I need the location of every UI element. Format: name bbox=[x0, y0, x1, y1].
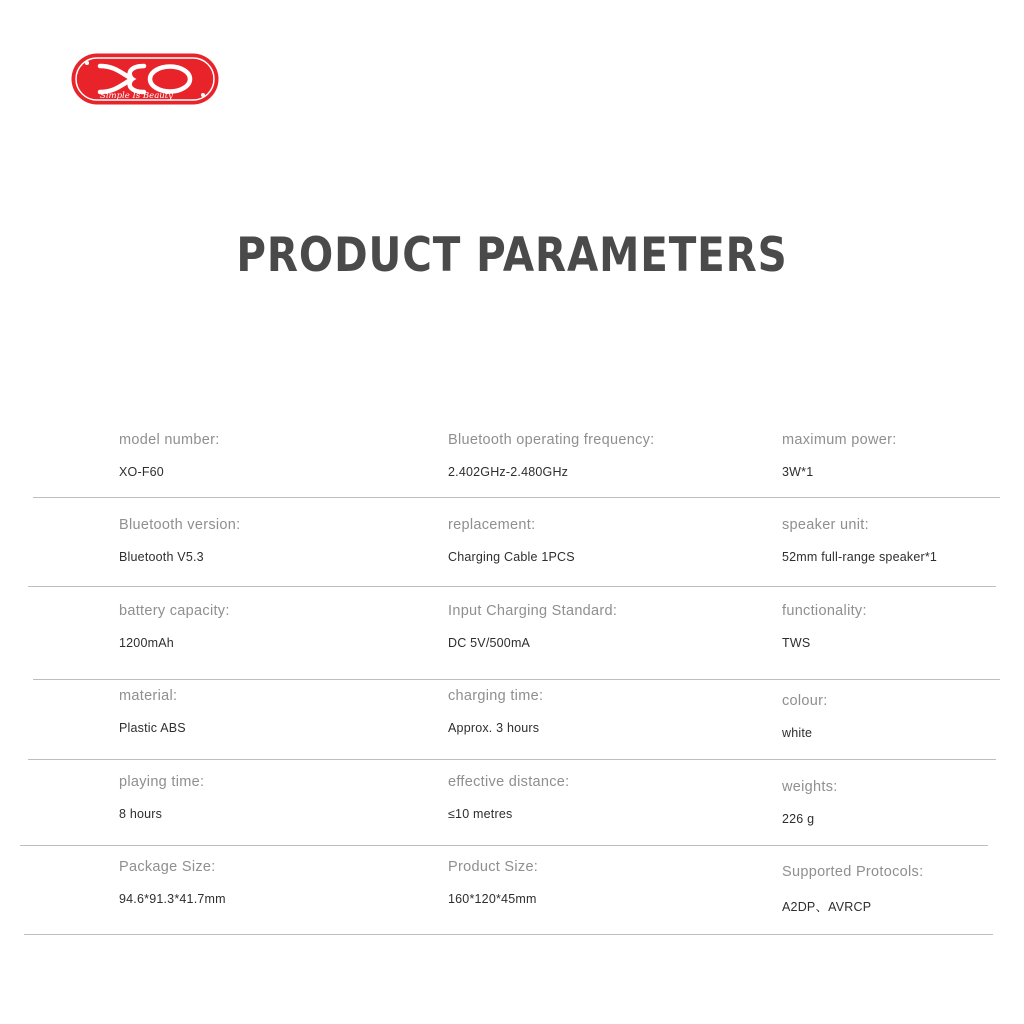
row-divider bbox=[28, 586, 996, 587]
param-label: Product Size: bbox=[448, 859, 539, 875]
row-divider bbox=[20, 845, 988, 846]
param-label: maximum power: bbox=[782, 432, 897, 448]
param-label: Package Size: bbox=[119, 859, 216, 875]
param-label: Input Charging Standard: bbox=[448, 603, 618, 619]
param-label: replacement: bbox=[448, 517, 536, 533]
page-title: PRODUCT PARAMETERS bbox=[236, 228, 788, 283]
row-divider bbox=[33, 497, 1000, 498]
row-divider bbox=[24, 934, 993, 935]
param-value: 160*120*45mm bbox=[448, 892, 537, 906]
param-value: 8 hours bbox=[119, 807, 163, 821]
param-label: Supported Protocols: bbox=[782, 864, 924, 880]
param-label: battery capacity: bbox=[119, 603, 230, 619]
param-value: DC 5V/500mA bbox=[448, 636, 531, 650]
param-value: 94.6*91.3*41.7mm bbox=[119, 892, 226, 906]
param-value: 3W*1 bbox=[782, 465, 814, 479]
param-label: speaker unit: bbox=[782, 517, 869, 533]
param-value: 226 g bbox=[782, 812, 815, 826]
param-label: functionality: bbox=[782, 603, 867, 619]
param-value: 2.402GHz-2.480GHz bbox=[448, 465, 569, 479]
param-label: material: bbox=[119, 688, 178, 704]
param-label: playing time: bbox=[119, 774, 205, 790]
svg-text:Simple Is Beauty: Simple Is Beauty bbox=[100, 91, 173, 101]
param-label: weights: bbox=[782, 779, 838, 795]
row-divider bbox=[28, 759, 996, 760]
param-value: A2DP、AVRCP bbox=[782, 900, 872, 914]
param-value: Bluetooth V5.3 bbox=[119, 550, 204, 564]
brand-logo bbox=[70, 52, 220, 106]
param-label: colour: bbox=[782, 693, 828, 709]
param-value: white bbox=[782, 726, 813, 740]
param-label: charging time: bbox=[448, 688, 544, 704]
param-value: XO-F60 bbox=[119, 465, 164, 479]
param-value: 52mm full-range speaker*1 bbox=[782, 550, 938, 564]
param-label: Bluetooth version: bbox=[119, 517, 241, 533]
param-value: Approx. 3 hours bbox=[448, 721, 540, 735]
row-divider bbox=[33, 679, 1000, 680]
param-value: Charging Cable 1PCS bbox=[448, 550, 575, 564]
param-label: Bluetooth operating frequency: bbox=[448, 432, 655, 448]
param-value: 1200mAh bbox=[119, 636, 174, 650]
param-label: effective distance: bbox=[448, 774, 570, 790]
param-value: TWS bbox=[782, 636, 811, 650]
param-label: model number: bbox=[119, 432, 220, 448]
param-value: Plastic ABS bbox=[119, 721, 186, 735]
param-value: ≤10 metres bbox=[448, 807, 513, 821]
